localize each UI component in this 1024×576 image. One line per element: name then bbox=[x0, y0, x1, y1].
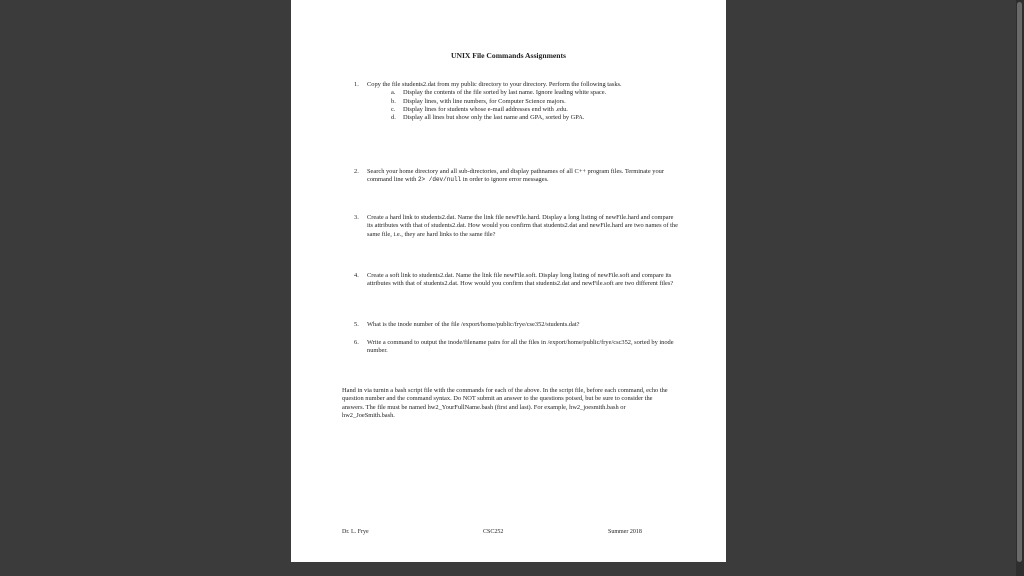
question-6 bbox=[354, 339, 679, 356]
subtask-d: d. Display all lines but show only the last name and GPA, sorted by GPA. bbox=[391, 114, 585, 122]
question-3 bbox=[354, 214, 679, 239]
footer-course: CSC252 bbox=[483, 529, 504, 535]
question-number: 1. bbox=[354, 81, 359, 88]
question-4 bbox=[354, 272, 679, 289]
question-2: 2. Search your home directory and all sub-directories, and display pathnames of all C++ program files. Terminate your command line with 2> /dev/null in order to ignore error messages. bbox=[354, 168, 664, 184]
question-number: 4. bbox=[354, 272, 359, 279]
subtask-c: c. Display lines for students whose e-mail addresses end with .edu. bbox=[391, 105, 568, 113]
subtask-list bbox=[367, 89, 679, 122]
question-text: Create a hard link to students2.dat. Name the link file newFile.hard. Display a long listing of newFile.hard and compare its attributes with that of students2.dat. How would you confirm that students2.dat and newFile.hard are two names of the same file, i.e., they are hard links to the same file? bbox=[367, 214, 678, 238]
subtask-b: b. Display lines, with line numbers, for Computer Science majors. bbox=[391, 97, 566, 105]
question-text: Copy the file students2.dat from my public directory to your directory. Perform the following tasks. bbox=[367, 81, 622, 88]
scrollbar-thumb[interactable] bbox=[1017, 2, 1022, 562]
question-1 bbox=[354, 81, 679, 122]
question-text: What is the inode number of the file /export/home/public/frye/cse352/students.dat? bbox=[367, 321, 580, 328]
footer-term: Summer 2018 bbox=[608, 529, 642, 535]
question-text: Create a soft link to students2.dat. Name the link file newFile.soft. Display long listing of newFile.soft and compare its attributes with that of students2.dat. How would you confirm that students2.dat and newFile.soft are two different files? bbox=[367, 272, 674, 288]
question-number: 5. bbox=[354, 321, 359, 328]
question-text: Write a command to output the inode/filename pairs for all the files in /export/home/public/frye/csc352, sorted by inode number. bbox=[367, 339, 674, 355]
footer-author: Dr. L. Frye bbox=[342, 529, 369, 535]
question-number: 6. bbox=[354, 339, 359, 346]
question-5 bbox=[354, 321, 679, 329]
code-snippet: 2> /dev/null bbox=[417, 176, 462, 184]
question-number: 2. bbox=[354, 168, 359, 175]
document-title: UNIX File Commands Assignments bbox=[451, 51, 566, 60]
subtask-a: a. Display the contents of the file sorted by last name. Ignore leading white space. bbox=[391, 89, 607, 97]
document-page bbox=[291, 0, 726, 562]
question-number: 3. bbox=[354, 214, 359, 221]
hand-in-instructions: Hand in via turnin a bash script file with the commands for each of the above. In the script file, before each command, echo the question number and the command syntax. Do NOT submit an answer to the questions poised, but be sure to consider the answers. The file must be named hw2_YourFullName.bash (first and last). For example, hw2_joesmith.bash or hw2_JoeSmith.bash. bbox=[342, 387, 668, 419]
